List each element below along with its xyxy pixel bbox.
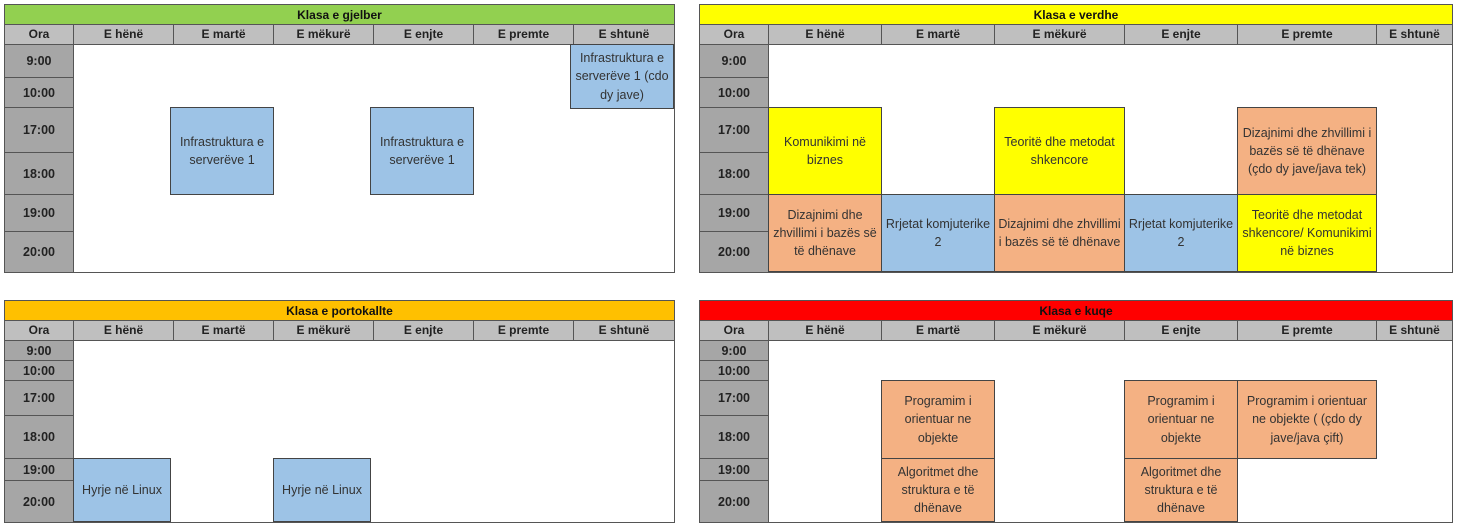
event-block[interactable]: Dizajnimi dhe zhvillimi i bazës së të dhënave [994, 194, 1125, 272]
time-9: 9:00 [5, 45, 74, 78]
event-block[interactable]: Rrjetat komjuterike 2 [1124, 194, 1238, 272]
header-e-premte: E premte [474, 321, 574, 341]
event-block[interactable]: Infrastruktura e serverëve 1 (cdo dy jave) [570, 44, 674, 109]
event-block[interactable]: Infrastruktura e serverëve 1 [170, 107, 274, 195]
header-e-mekure: E mëkurë [274, 321, 374, 341]
time-17: 17:00 [700, 108, 769, 153]
header-e-shtune: E shtunë [1377, 25, 1452, 45]
schedule-title: Klasa e verdhe [700, 5, 1452, 25]
event-block[interactable]: Rrjetat komjuterike 2 [881, 194, 995, 272]
schedule-klasa-e-portokallte [4, 300, 675, 523]
schedule-title: Klasa e gjelber [5, 5, 674, 25]
header-e-shtune: E shtunë [574, 25, 674, 45]
time-9: 9:00 [5, 341, 74, 361]
time-9: 9:00 [700, 341, 769, 361]
header-e-marte: E martë [174, 321, 274, 341]
time-19: 19:00 [5, 195, 74, 232]
time-18: 18:00 [5, 153, 74, 195]
header-e-mekure: E mëkurë [995, 25, 1125, 45]
time-19: 19:00 [700, 195, 769, 232]
header-e-marte: E martë [882, 25, 995, 45]
time-18: 18:00 [5, 416, 74, 459]
event-block[interactable]: Algoritmet dhe struktura e të dhënave [881, 458, 995, 522]
schedule-title: Klasa e portokallte [5, 301, 674, 321]
event-block[interactable]: Algoritmet dhe struktura e të dhënave [1124, 458, 1238, 522]
time-10: 10:00 [700, 78, 769, 108]
time-20: 20:00 [5, 481, 74, 522]
time-10: 10:00 [700, 361, 769, 381]
header-e-premte: E premte [1238, 25, 1377, 45]
time-20: 20:00 [5, 232, 74, 272]
time-9: 9:00 [700, 45, 769, 78]
header-e-mekure: E mëkurë [995, 321, 1125, 341]
event-block[interactable]: Hyrje në Linux [273, 458, 371, 522]
schedule-klasa-e-verdhe [699, 4, 1453, 273]
schedule-title: Klasa e kuqe [700, 301, 1452, 321]
header-e-hene: E hënë [74, 321, 174, 341]
event-block[interactable]: Hyrje në Linux [73, 458, 171, 522]
time-18: 18:00 [700, 153, 769, 195]
event-block[interactable]: Komunikimi në biznes [768, 107, 882, 195]
header-e-enjte: E enjte [1125, 25, 1238, 45]
time-10: 10:00 [5, 78, 74, 108]
event-block[interactable]: Programim i orientuar ne objekte [1124, 380, 1238, 459]
header-e-hene: E hënë [769, 25, 882, 45]
event-block[interactable]: Teoritë dhe metodat shkencore/ Komunikimi në biznes [1237, 194, 1377, 272]
header-e-hene: E hënë [769, 321, 882, 341]
header-e-marte: E martë [882, 321, 995, 341]
time-17: 17:00 [5, 108, 74, 153]
event-block[interactable]: Dizajnimi dhe zhvillimi i bazës së të dhënave [768, 194, 882, 272]
header-e-enjte: E enjte [1125, 321, 1238, 341]
header-ora: Ora [700, 25, 769, 45]
header-e-premte: E premte [474, 25, 574, 45]
event-block[interactable]: Programim i orientuar ne objekte ( (çdo dy jave/java çift) [1237, 380, 1377, 459]
time-20: 20:00 [700, 232, 769, 272]
schedule-klasa-e-kuqe [699, 300, 1453, 523]
header-ora: Ora [5, 321, 74, 341]
event-block[interactable]: Teoritë dhe metodat shkencore [994, 107, 1125, 195]
header-e-shtune: E shtunë [574, 321, 674, 341]
header-e-marte: E martë [174, 25, 274, 45]
schedule-klasa-e-gjelber [4, 4, 675, 273]
event-block[interactable]: Programim i orientuar ne objekte [881, 380, 995, 459]
time-17: 17:00 [700, 381, 769, 416]
header-e-enjte: E enjte [374, 321, 474, 341]
header-e-shtune: E shtunë [1377, 321, 1452, 341]
header-ora: Ora [5, 25, 74, 45]
event-block[interactable]: Dizajnimi dhe zhvillimi i bazës së të dhënave (çdo dy jave/java tek) [1237, 107, 1377, 195]
time-20: 20:00 [700, 481, 769, 522]
header-e-premte: E premte [1238, 321, 1377, 341]
event-block[interactable]: Infrastruktura e serverëve 1 [370, 107, 474, 195]
time-19: 19:00 [700, 459, 769, 481]
time-10: 10:00 [5, 361, 74, 381]
time-19: 19:00 [5, 459, 74, 481]
time-17: 17:00 [5, 381, 74, 416]
time-18: 18:00 [700, 416, 769, 459]
header-ora: Ora [700, 321, 769, 341]
header-e-mekure: E mëkurë [274, 25, 374, 45]
header-e-enjte: E enjte [374, 25, 474, 45]
header-e-hene: E hënë [74, 25, 174, 45]
